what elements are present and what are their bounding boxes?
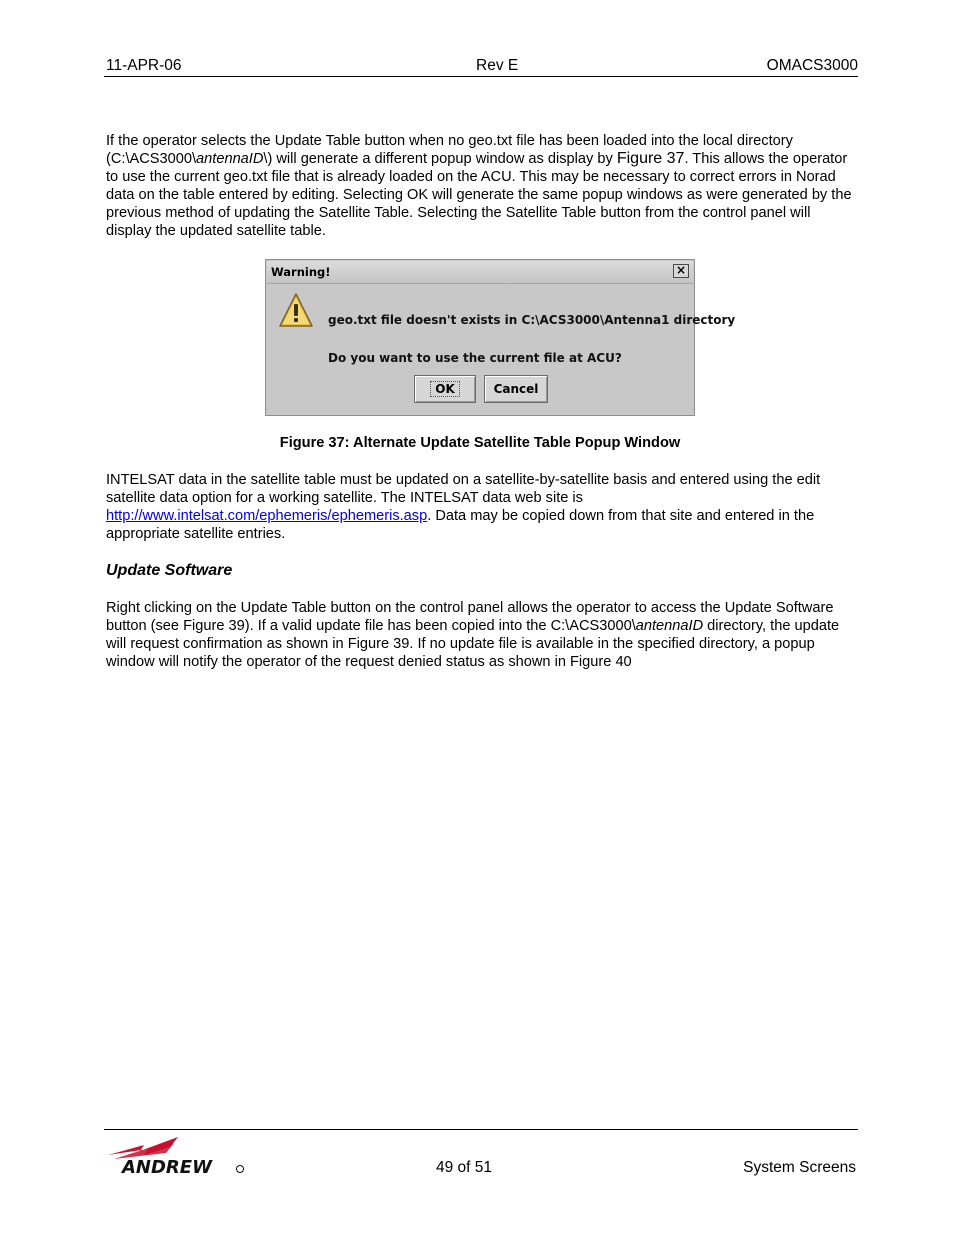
andrew-logo-icon [104, 1133, 249, 1177]
antenna-id-path: antennaID [635, 618, 704, 634]
page-header [104, 56, 858, 77]
header-date: 11-APR-06 [106, 57, 182, 74]
cancel-button[interactable]: Cancel [484, 375, 548, 403]
dialog-title: Warning! [271, 265, 331, 279]
intro-paragraph: If the operator selects the Update Table button when no geo.txt file has been loaded into the local directory (C:\ACS3000\antennaID\) will generate a different popup window as display by Figure 37. This allows the operator to use the current geo.txt file that is already loaded on the ACU. This may be necessary to correct errors in Norad data on the table entered by editing. Selecting OK will generate the same popup windows as were generated by the previous method of updating the Satellite Table. Selecting the Satellite Table button from the control panel will display the updated satellite table. [106, 133, 852, 239]
ok-button[interactable] [414, 375, 476, 403]
warning-icon [278, 292, 314, 330]
close-icon[interactable]: × [673, 264, 689, 278]
figure-reference: Figure 37 [616, 150, 685, 167]
intelsat-paragraph: INTELSAT data in the satellite table must be updated on a satellite-by-satellite basis and entered using the edit satellite data option for a working satellite. The INTELSAT data web site is http://www.intelsat.com/ephemeris/ephemeris.asp. Data may be copied down from that site and entered in the appropriate satellite entries. [106, 472, 821, 542]
dialog-message-line-2: Do you want to use the current file at ACU? [328, 351, 622, 365]
logo-text: ANDREW [122, 1157, 212, 1177]
footer-section: System Screens [743, 1159, 856, 1176]
header-revision: Rev E [476, 57, 519, 74]
figure-caption: Figure 37: Alternate Update Satellite Table Popup Window [279, 435, 681, 451]
page-footer [104, 1129, 858, 1190]
intelsat-ephemeris-link[interactable]: http://www.intelsat.com/ephemeris/ephemeris.asp [106, 508, 428, 524]
dialog-title-bar[interactable] [267, 261, 693, 284]
dialog-message-line-1: geo.txt file doesn't exists in C:\ACS3000\Antenna1 directory [328, 313, 736, 327]
section-heading: Update Software [106, 562, 233, 579]
antenna-id-path: antennaID [196, 151, 264, 167]
ok-button-label: OK [430, 381, 460, 397]
header-product: OMACS3000 [766, 57, 858, 74]
update-paragraph: Right clicking on the Update Table button on the control panel allows the operator to access the Update Software button (see Figure 39). If a valid update file has been copied into the C:\ACS3000\antennaID directory, the update will request confirmation as shown in Figure 39. If no update file is available in the specified directory, a popup window will notify the operator of the request denied status as shown in Figure 40 [106, 600, 840, 670]
page-number: 49 of 51 [436, 1159, 493, 1176]
warning-dialog [265, 259, 736, 416]
